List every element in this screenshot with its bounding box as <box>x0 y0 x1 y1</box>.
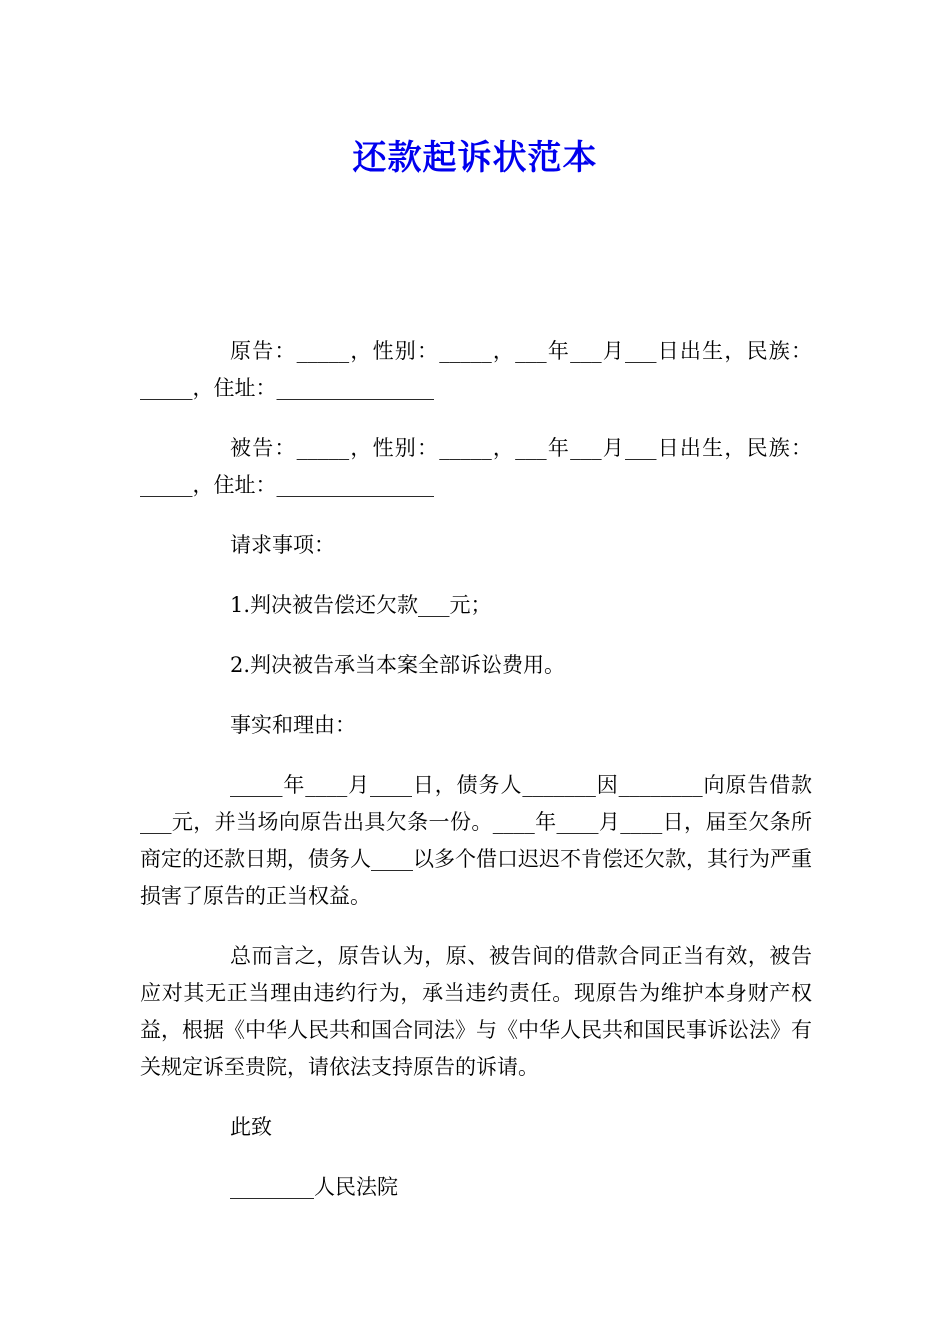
document-title: 还款起诉状范本 <box>352 138 598 178</box>
document-body <box>140 333 812 1229</box>
defendant-info: 被告：_____，性别：_____，___年___月___日出生，民族：_____，住址：_______________ <box>140 436 812 497</box>
facts-paragraph: _____年____月____日，债务人_______因________向原告借款___元，并当场向原告出具欠条一份。____年____月____日，届至欠条所商定的还款日期，债务人____以多个借口迟迟不肯偿还欠款，其行为严重损害了原告的正当权益。 <box>140 773 812 908</box>
claim-item-1: 1.判决被告偿还欠款___元； <box>230 593 492 617</box>
court-name: ________人民法院 <box>230 1175 398 1199</box>
closing-text: 此致 <box>230 1115 272 1139</box>
claim-item-2: 2.判决被告承当本案全部诉讼费用。 <box>230 653 566 677</box>
claims-heading: 请求事项： <box>230 533 335 557</box>
facts-heading: 事实和理由： <box>230 713 356 737</box>
plaintiff-info: 原告：_____，性别：_____，___年___月___日出生，民族：_____，住址：_______________ <box>140 339 812 400</box>
summary-paragraph: 总而言之，原告认为，原、被告间的借款合同正当有效，被告应对其无正当理由违约行为，承当违约责任。现原告为维护本身财产权益，根据《中华人民共和国合同法》与《中华人民共和国民事诉讼法》有关规定诉至贵院，请依法支持原告的诉请。 <box>140 944 812 1079</box>
